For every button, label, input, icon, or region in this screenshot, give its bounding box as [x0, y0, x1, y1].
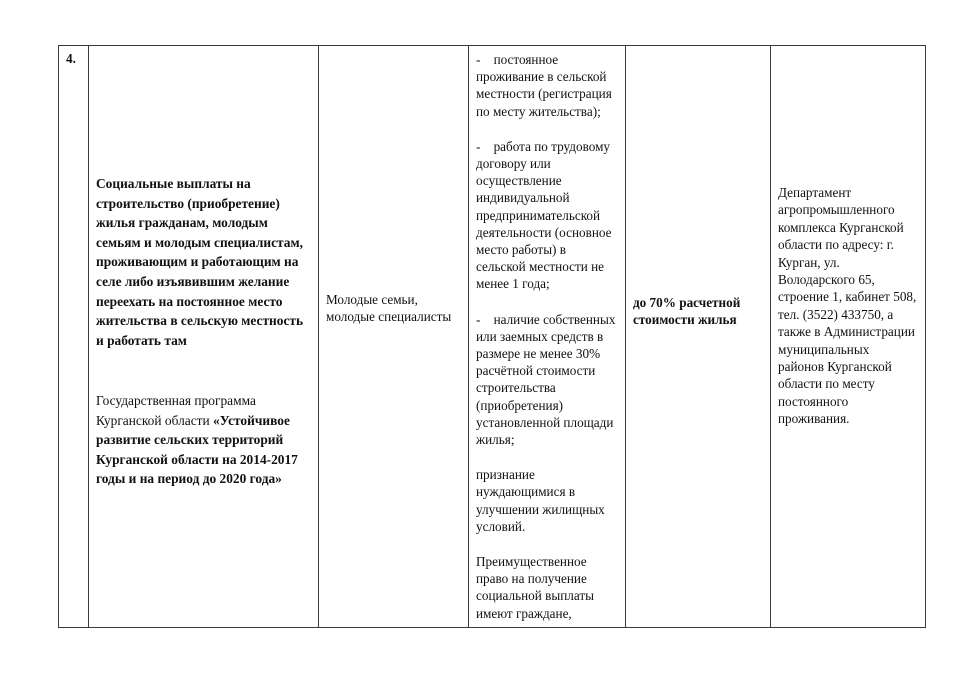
authority-cell	[771, 46, 926, 628]
condition-item-4: признание нуждающимися в улучшении жилищных условий.	[476, 467, 605, 534]
authority-text: Департамент агропромышленного комплекса Курганской области по адресу: г. Курган, ул. Володарского 65, строение 1, кабинет 508, тел. (3522) 433750, а также в Администрации муниципальных районов Курганской области по месту постоянного проживания.	[778, 185, 917, 427]
conditions-cell	[469, 46, 626, 628]
condition-item-3: - наличие собственных или заемных средств в размере не менее 30% расчётной стоимости строительства (приобретения) установленной площади жилья;	[476, 311, 616, 448]
condition-item-1: - постоянное проживание в сельской местности (регистрация по месту жительства);	[476, 52, 612, 119]
condition-item-2: - работа по трудовому договору или осуществление индивидуальной предпринимательской деятельности (основное место работы) в сельской местности не менее 1 года;	[476, 138, 612, 292]
program-name: «Устойчивое развитие сельских территорий Курганской области на 2014-2017 годы и на период до 2020 года»	[96, 412, 298, 486]
amount-cell	[626, 46, 771, 628]
target-group-text: Молодые семьи, молодые специалисты	[326, 292, 452, 325]
measure-name-inner	[96, 51, 311, 488]
measure-title: Социальные выплаты на строительство (приобретение) жилья гражданам, молодым семьям и молодым специалистам, проживающим и работающим на селе либо изъявившим желание переехать на постоянное место жительства в сельскую местность и работать там	[96, 176, 304, 348]
amount-text: до 70% расчетной стоимости жилья	[633, 295, 741, 328]
row-number: 4.	[66, 51, 76, 66]
table-row	[59, 46, 926, 628]
program-prefix: Государственная программа Курганской области	[96, 393, 256, 428]
row-number-cell	[59, 46, 89, 628]
condition-item-5: Преимущественное право на получение социальной выплаты имеют граждане,	[476, 554, 594, 621]
benefits-table	[58, 45, 926, 628]
program-reference	[96, 350, 311, 488]
target-group-cell	[319, 46, 469, 628]
measure-name-cell	[89, 46, 319, 628]
